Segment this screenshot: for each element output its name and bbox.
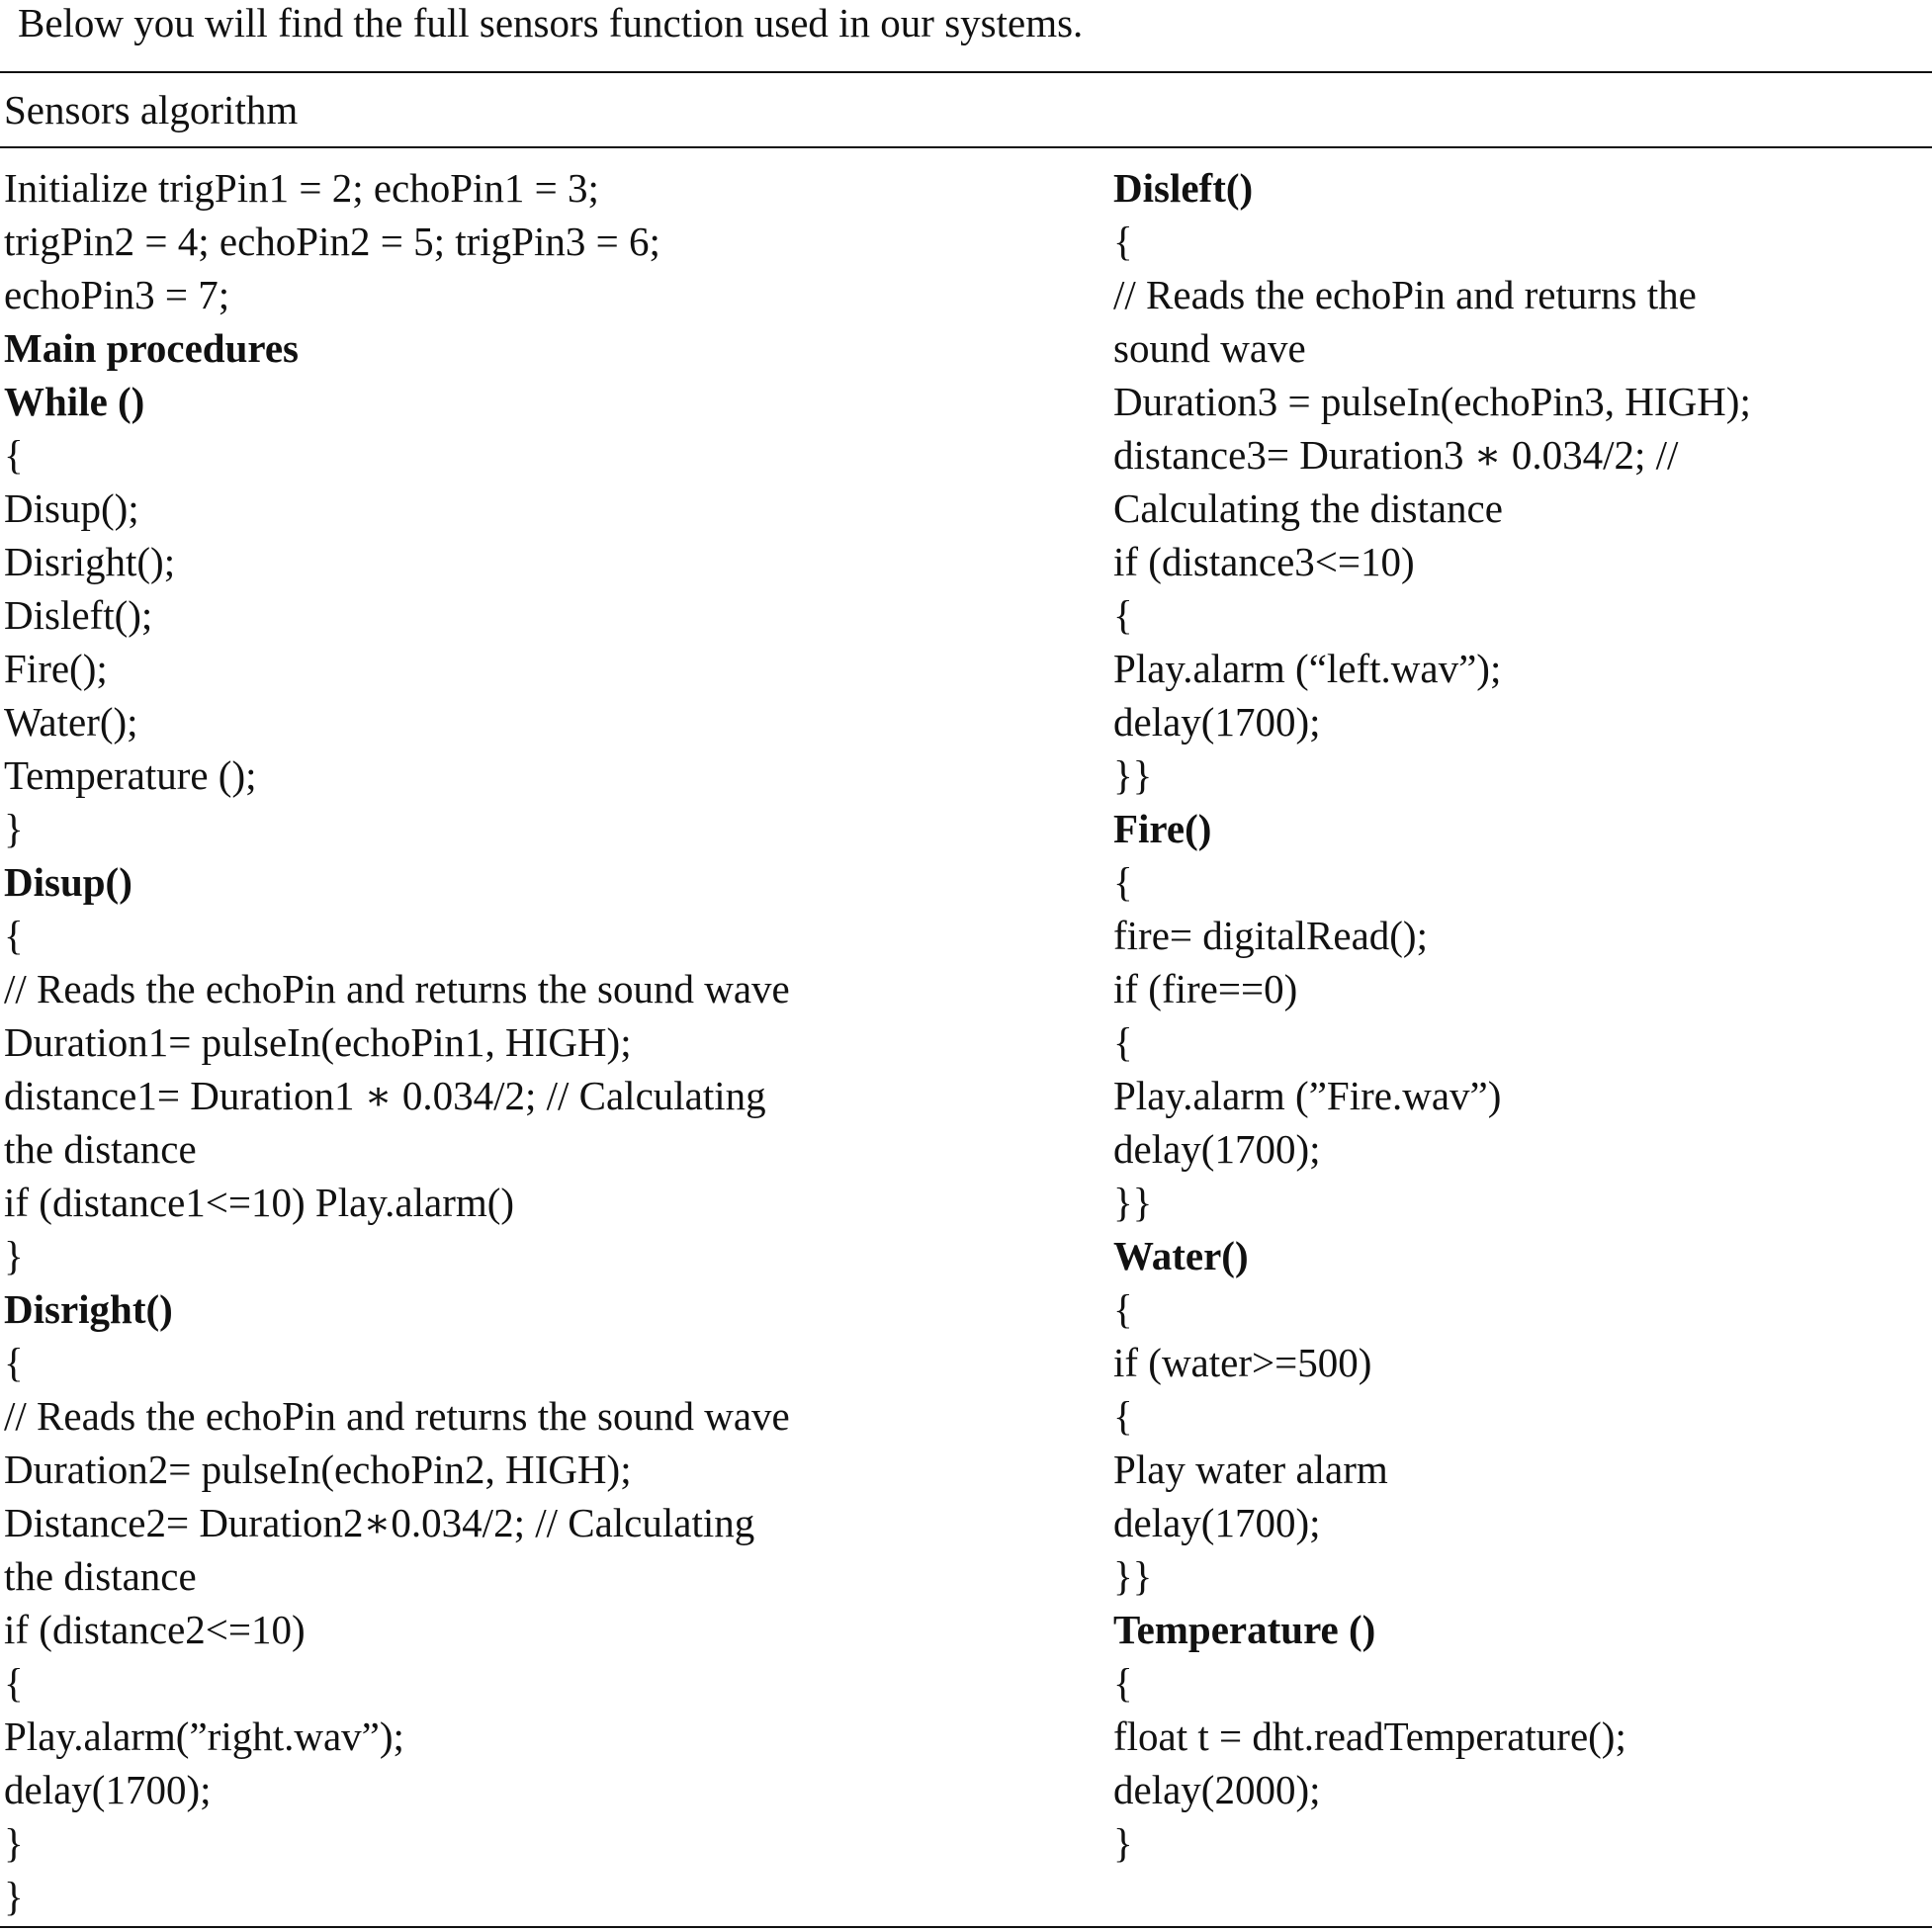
code-line: Duration1= pulseIn(echoPin1, HIGH); bbox=[4, 1019, 632, 1065]
code-line: the distance bbox=[4, 1126, 197, 1172]
code-line: Fire(); bbox=[4, 646, 108, 691]
table-title: Sensors algorithm bbox=[4, 87, 299, 132]
code-line: // Reads the echoPin and returns the bbox=[1113, 272, 1697, 317]
code-heading: Disleft() bbox=[1113, 165, 1254, 211]
code-line: Distance2= Duration2∗0.034/2; // Calculating bbox=[4, 1500, 755, 1545]
code-line: Play water alarm bbox=[1113, 1447, 1388, 1492]
code-line: delay(1700); bbox=[1113, 1126, 1321, 1172]
code-line: Water(); bbox=[4, 699, 138, 745]
code-line: sound wave bbox=[1113, 325, 1306, 371]
code-line: echoPin3 = 7; bbox=[4, 272, 230, 317]
code-line: Play.alarm (”Fire.wav”) bbox=[1113, 1073, 1502, 1118]
code-line: fire= digitalRead(); bbox=[1113, 913, 1428, 958]
code-line: if (distance2<=10) bbox=[4, 1607, 306, 1652]
code-line: { bbox=[1113, 1660, 1133, 1706]
code-heading: Fire() bbox=[1113, 806, 1212, 851]
code-line: { bbox=[1113, 1286, 1133, 1332]
code-line: // Reads the echoPin and returns the sound wave bbox=[4, 966, 790, 1011]
code-heading: While () bbox=[4, 379, 145, 424]
code-line: { bbox=[1113, 859, 1133, 905]
code-heading: Main procedures bbox=[4, 325, 300, 371]
code-heading: Water() bbox=[1113, 1233, 1249, 1278]
code-line: delay(2000); bbox=[1113, 1767, 1321, 1812]
code-line: } bbox=[4, 1874, 24, 1919]
header-rule bbox=[0, 146, 1932, 148]
code-line: }} bbox=[1113, 752, 1153, 798]
code-line: Play.alarm (“left.wav”); bbox=[1113, 646, 1502, 691]
code-line: Initialize trigPin1 = 2; echoPin1 = 3; bbox=[4, 165, 599, 211]
code-line: { bbox=[4, 913, 24, 958]
code-line: Duration3 = pulseIn(echoPin3, HIGH); bbox=[1113, 379, 1751, 424]
code-line: distance1= Duration1 ∗ 0.034/2; // Calculating bbox=[4, 1073, 766, 1118]
code-line: Calculating the distance bbox=[1113, 485, 1503, 531]
code-line: the distance bbox=[4, 1553, 197, 1599]
code-line: trigPin2 = 4; echoPin2 = 5; trigPin3 = 6; bbox=[4, 219, 660, 264]
bottom-rule bbox=[0, 1926, 1932, 1928]
code-line: Disleft(); bbox=[4, 592, 153, 638]
code-line: } bbox=[4, 1820, 24, 1866]
code-line: Duration2= pulseIn(echoPin2, HIGH); bbox=[4, 1447, 632, 1492]
code-line: }} bbox=[1113, 1180, 1153, 1225]
code-line: // Reads the echoPin and returns the sound wave bbox=[4, 1393, 790, 1439]
code-line: { bbox=[1113, 219, 1133, 264]
left-code-column bbox=[4, 161, 790, 1923]
code-line: Play.alarm(”right.wav”); bbox=[4, 1713, 404, 1759]
code-line: { bbox=[1113, 592, 1133, 638]
code-line: if (distance3<=10) bbox=[1113, 539, 1415, 584]
code-line: Disup(); bbox=[4, 485, 139, 531]
code-line: }} bbox=[1113, 1553, 1153, 1599]
code-line: Temperature (); bbox=[4, 752, 257, 798]
code-line: delay(1700); bbox=[4, 1767, 212, 1812]
code-line: { bbox=[4, 1660, 24, 1706]
right-code-column bbox=[1113, 161, 1751, 1870]
code-line: if (water>=500) bbox=[1113, 1340, 1372, 1385]
code-line: distance3= Duration3 ∗ 0.034/2; // bbox=[1113, 432, 1679, 478]
code-line: if (fire==0) bbox=[1113, 966, 1298, 1011]
top-rule bbox=[0, 71, 1932, 73]
code-line: if (distance1<=10) Play.alarm() bbox=[4, 1180, 515, 1225]
code-heading: Disright() bbox=[4, 1286, 173, 1332]
code-line: float t = dht.readTemperature(); bbox=[1113, 1713, 1626, 1759]
code-line: delay(1700); bbox=[1113, 1500, 1321, 1545]
code-heading: Temperature () bbox=[1113, 1607, 1376, 1652]
code-line: Disright(); bbox=[4, 539, 176, 584]
code-line: } bbox=[1113, 1820, 1133, 1866]
code-line: { bbox=[1113, 1393, 1133, 1439]
code-line: } bbox=[4, 1233, 24, 1278]
code-line: { bbox=[4, 432, 24, 478]
code-line: { bbox=[1113, 1019, 1133, 1065]
code-heading: Disup() bbox=[4, 859, 132, 905]
code-line: delay(1700); bbox=[1113, 699, 1321, 745]
intro-text: Below you will find the full sensors function used in our systems. bbox=[18, 0, 1084, 45]
code-line: } bbox=[4, 806, 24, 851]
code-line: { bbox=[4, 1340, 24, 1385]
